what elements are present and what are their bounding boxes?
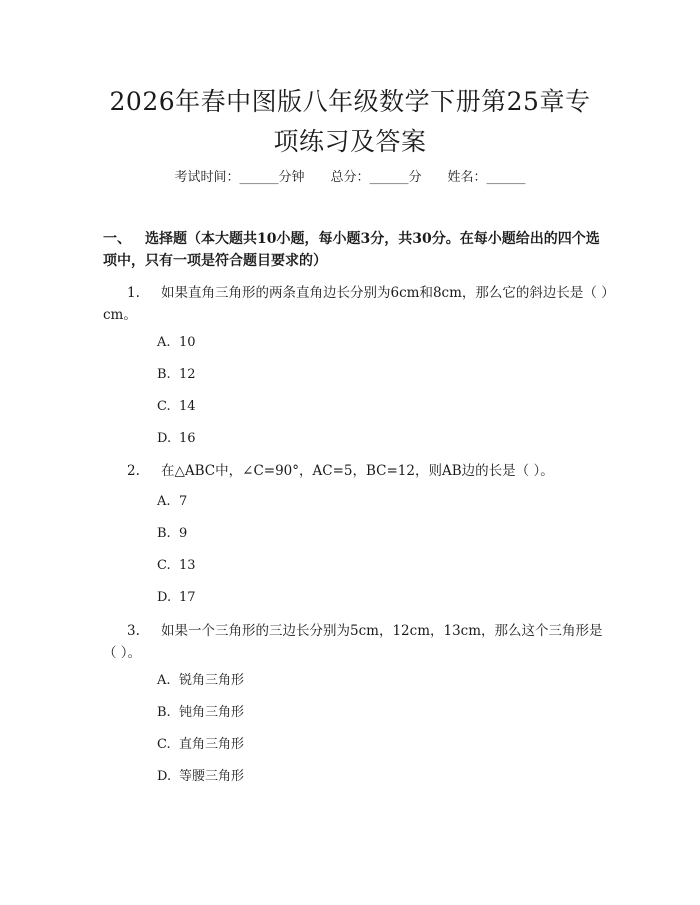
score-unit: 分 bbox=[408, 170, 422, 185]
question-2 bbox=[103, 460, 608, 482]
document-title bbox=[60, 82, 640, 162]
section-number: 一、 bbox=[103, 231, 131, 247]
option-text: 7 bbox=[179, 494, 188, 509]
question-number: 2. bbox=[127, 463, 140, 479]
option-text: 钝角三角形 bbox=[179, 705, 245, 720]
option-letter: A. bbox=[157, 335, 171, 350]
option-letter: C. bbox=[157, 399, 171, 414]
option-letter: C. bbox=[157, 737, 171, 752]
option-letter: D. bbox=[157, 590, 172, 605]
option-text: 9 bbox=[179, 526, 188, 541]
q3-option-d bbox=[157, 767, 244, 787]
option-letter: D. bbox=[157, 769, 172, 784]
option-text: 16 bbox=[179, 431, 196, 446]
option-text: 锐角三角形 bbox=[179, 673, 245, 688]
title-line-1: 2026年春中图版八年级数学下册第25章专 bbox=[109, 87, 591, 116]
option-text: 直角三角形 bbox=[179, 737, 245, 752]
option-letter: D. bbox=[157, 431, 172, 446]
option-letter: B. bbox=[157, 526, 171, 541]
q1-option-d bbox=[157, 429, 196, 449]
score-label: 总分： bbox=[330, 170, 370, 185]
q3-option-c bbox=[157, 735, 244, 755]
name-label: 姓名： bbox=[447, 170, 487, 185]
exam-info-line bbox=[0, 168, 700, 188]
question-1 bbox=[103, 282, 608, 326]
q2-option-c bbox=[157, 556, 196, 576]
q1-option-b bbox=[157, 365, 196, 385]
option-letter: B. bbox=[157, 367, 171, 382]
time-label: 考试时间： bbox=[174, 170, 240, 185]
question-number: 3. bbox=[127, 623, 140, 639]
q2-option-a bbox=[157, 492, 187, 512]
title-line-2: 项练习及答案 bbox=[273, 127, 427, 156]
option-text: 等腰三角形 bbox=[179, 769, 245, 784]
q1-option-c bbox=[157, 397, 196, 417]
option-text: 14 bbox=[179, 399, 196, 414]
section-heading bbox=[103, 228, 608, 272]
q1-option-a bbox=[157, 333, 196, 353]
question-text: 如果直角三角形的两条直角边长分别为6cm和8cm，那么它的斜边长是（ ）cm。 bbox=[103, 285, 608, 323]
option-text: 12 bbox=[179, 367, 196, 382]
question-3 bbox=[103, 620, 608, 664]
q2-option-d bbox=[157, 588, 196, 608]
option-letter: A. bbox=[157, 494, 171, 509]
q3-option-a bbox=[157, 671, 244, 691]
option-text: 13 bbox=[179, 558, 196, 573]
option-text: 17 bbox=[179, 590, 196, 605]
q2-option-b bbox=[157, 524, 187, 544]
option-letter: B. bbox=[157, 705, 171, 720]
question-text: 在△ABC中，∠C=90°，AC=5，BC=12，则AB边的长是（ ）。 bbox=[161, 463, 554, 479]
option-letter: A. bbox=[157, 673, 171, 688]
time-blank: ______ bbox=[239, 170, 279, 185]
section-text: 选择题（本大题共10小题，每小题3分，共30分。在每小题给出的四个选项中，只有一项是符合题目要求的） bbox=[103, 231, 600, 269]
option-text: 10 bbox=[179, 335, 196, 350]
option-letter: C. bbox=[157, 558, 171, 573]
score-blank: ______ bbox=[369, 170, 409, 185]
q3-option-b bbox=[157, 703, 244, 723]
time-unit: 分钟 bbox=[278, 170, 305, 185]
question-text: 如果一个三角形的三边长分别为5cm，12cm，13cm，那么这个三角形是（ ）。 bbox=[103, 623, 603, 661]
question-number: 1. bbox=[127, 285, 140, 301]
name-blank: ______ bbox=[486, 170, 526, 185]
